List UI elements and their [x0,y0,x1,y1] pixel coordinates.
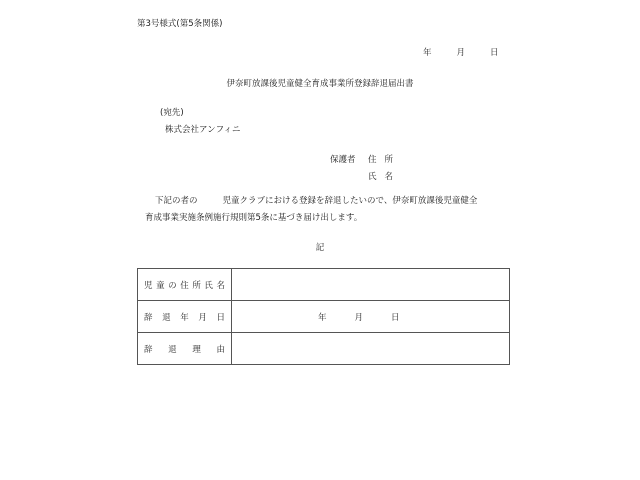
guardian-address-row [330,152,401,169]
withdrawal-date-label: 辞 退 年 月 日 [138,301,232,333]
body-line-1-prefix: 下記の者の [155,196,198,206]
ki-heading: 記 [315,243,325,253]
withdrawal-month-label: 月 [354,312,364,323]
body-line-1-suffix: 児童クラブにおける登録を辞退したいので、伊奈町放課後児童健全 [222,196,478,206]
guardian-name-label: 氏名 [368,172,402,182]
table-row-child-address-name [138,269,510,301]
addressee-name: 株式会社アンフィニ [165,125,241,135]
withdrawal-reason-field[interactable] [232,333,510,365]
addressee-label: (宛先) [160,108,184,118]
withdrawal-year-label: 年 [318,312,327,323]
date-year-label: 年 [423,48,432,58]
body-text [145,193,515,227]
body-line-2: 育成事業実施条例施行規則第5条に基づき届け出します。 [145,213,363,223]
guardian-address-label: 住所 [368,155,402,165]
guardian-name-row [330,169,401,186]
table-row-withdrawal-reason [138,333,510,365]
withdrawal-date-field[interactable] [232,301,510,333]
withdrawal-form-table [137,268,510,365]
withdrawal-day-label: 日 [391,312,400,323]
submission-date-line [423,46,499,58]
guardian-block [330,152,401,186]
guardian-label: 保護者 [330,155,356,165]
table-row-withdrawal-date [138,301,510,333]
child-address-name-label: 児 童 の 住 所 氏 名 [138,269,232,301]
date-day-label: 日 [490,48,499,58]
form-number: 第3号様式(第5条関係) [137,19,223,29]
body-line-1 [145,193,515,210]
withdrawal-reason-label: 辞 退 理 由 [138,333,232,365]
date-month-label: 月 [456,48,466,58]
document-title: 伊奈町放課後児童健全育成事業所登録辞退届出書 [226,79,414,89]
child-address-name-field[interactable] [232,269,510,301]
